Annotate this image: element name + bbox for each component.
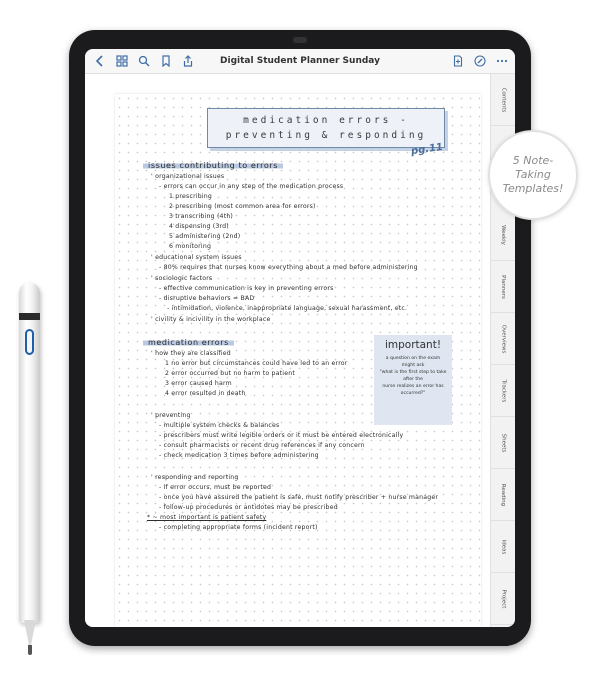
note-line: - 80% requires that nurses know everything about a med before administering bbox=[159, 264, 418, 271]
note-line: - intimidation, violence, inappropriate language, sexual harassment, etc. bbox=[167, 305, 408, 312]
badge-line2: Taking bbox=[515, 168, 551, 181]
tab-contents[interactable]: Contents bbox=[491, 74, 515, 126]
note-line: 3 error caused harm bbox=[165, 380, 232, 387]
note-line: - if error occurs, must be reported bbox=[159, 484, 272, 491]
note-line: 4 error resulted in death bbox=[165, 390, 246, 397]
note-line: - errors can occur in any step of the medication process bbox=[159, 183, 344, 190]
more-icon[interactable] bbox=[495, 54, 509, 68]
section-heading-issues: issues contributing to errors bbox=[143, 161, 283, 170]
note-line: ' sociologic factors bbox=[151, 275, 213, 282]
note-line: 5 administering (2nd) bbox=[169, 233, 241, 240]
note-line: ' educational system issues bbox=[151, 254, 242, 261]
important-title: important! bbox=[384, 339, 442, 351]
search-icon[interactable] bbox=[137, 54, 151, 68]
note-title-line2: preventing & responding bbox=[225, 130, 427, 141]
tab-ideas[interactable]: Ideas bbox=[491, 521, 515, 573]
add-page-icon[interactable] bbox=[451, 54, 465, 68]
badge-line3: Templates! bbox=[502, 182, 564, 195]
important-text-2: "what is the first step to take after the bbox=[379, 370, 447, 382]
tab-reading[interactable]: Reading bbox=[491, 469, 515, 521]
note-line: - check medication 3 times before administering bbox=[159, 452, 319, 459]
note-line-highlighted: * ~ most important is patient safety bbox=[147, 514, 267, 521]
note-line: - multiple system checks & balances bbox=[159, 422, 280, 429]
grid-icon[interactable] bbox=[115, 54, 129, 68]
tab-sheets[interactable]: Sheets bbox=[491, 417, 515, 469]
note-line: ' preventing bbox=[151, 412, 191, 419]
note-line: 3 transcribing (4th) bbox=[169, 213, 234, 220]
document-title-text: Digital Student Planner Sunday bbox=[220, 56, 380, 66]
stylus-pencil bbox=[19, 283, 40, 623]
tablet-device bbox=[69, 30, 531, 646]
share-icon[interactable] bbox=[181, 54, 195, 68]
note-line: ' how they are classified bbox=[151, 350, 231, 357]
bookmark-icon[interactable] bbox=[159, 54, 173, 68]
note-line: ' responding and reporting bbox=[151, 474, 239, 481]
tab-weekly[interactable]: Weekly bbox=[491, 209, 515, 261]
note-line: ' organizational issues bbox=[151, 173, 225, 180]
badge-line1: 5 Note- bbox=[512, 154, 554, 167]
important-text-3: nurse realizes an error has occurred?" bbox=[382, 384, 444, 396]
pencil-tip-end bbox=[28, 645, 32, 655]
section-heading-medication-errors: medication errors bbox=[143, 338, 234, 347]
document-title[interactable] bbox=[215, 49, 385, 73]
note-line: 2 prescribing (most common area for errors) bbox=[169, 203, 316, 210]
tablet-screen bbox=[85, 49, 515, 627]
pencil-band bbox=[19, 313, 40, 320]
note-line: - consult pharmacists or recent drug references if any concern bbox=[159, 442, 365, 449]
note-line: 4 dispensing (3rd) bbox=[169, 223, 229, 230]
pencil-button bbox=[25, 329, 34, 355]
important-sticky-note bbox=[374, 335, 452, 425]
note-line: 1 prescribing bbox=[169, 193, 213, 200]
note-line: - effective communication is key in preventing errors bbox=[159, 285, 334, 292]
tab-overviews[interactable]: Overviews bbox=[491, 313, 515, 365]
note-title-box bbox=[207, 108, 445, 148]
note-line: 2 error occurred but no harm to patient bbox=[165, 370, 295, 377]
note-line: - disruptive behaviors = BAD bbox=[159, 295, 255, 302]
note-title-line1: medication errors - bbox=[243, 115, 409, 126]
page-reference: pg.11 bbox=[410, 141, 444, 158]
note-line: - prescribers must write legible orders or it must be entered electronically bbox=[159, 432, 404, 439]
chevron-left-icon[interactable] bbox=[93, 54, 107, 68]
page-canvas[interactable] bbox=[85, 74, 491, 627]
important-text-1: a question on the exam might ask bbox=[385, 356, 441, 368]
pen-icon[interactable] bbox=[473, 54, 487, 68]
note-page[interactable] bbox=[115, 94, 481, 627]
note-line: - completing appropriate forms (incident report) bbox=[159, 524, 318, 531]
note-line: 1 no error but circumstances could have led to an error bbox=[165, 360, 348, 367]
note-line: 6 monitoring bbox=[169, 243, 212, 250]
note-line: ' civility & incivility in the workplace bbox=[151, 316, 271, 323]
tab-project[interactable]: Project bbox=[491, 573, 515, 625]
note-line: - once you have assured the patient is safe, must notify prescriber + nurse manager bbox=[159, 494, 439, 501]
templates-badge bbox=[488, 130, 578, 220]
camera bbox=[293, 37, 307, 43]
app-toolbar bbox=[85, 49, 515, 74]
tab-planners[interactable]: Planners bbox=[491, 261, 515, 313]
note-line: - follow-up procedures or antidotes may be prescribed bbox=[159, 504, 338, 511]
tab-trackers[interactable]: Trackers bbox=[491, 365, 515, 417]
